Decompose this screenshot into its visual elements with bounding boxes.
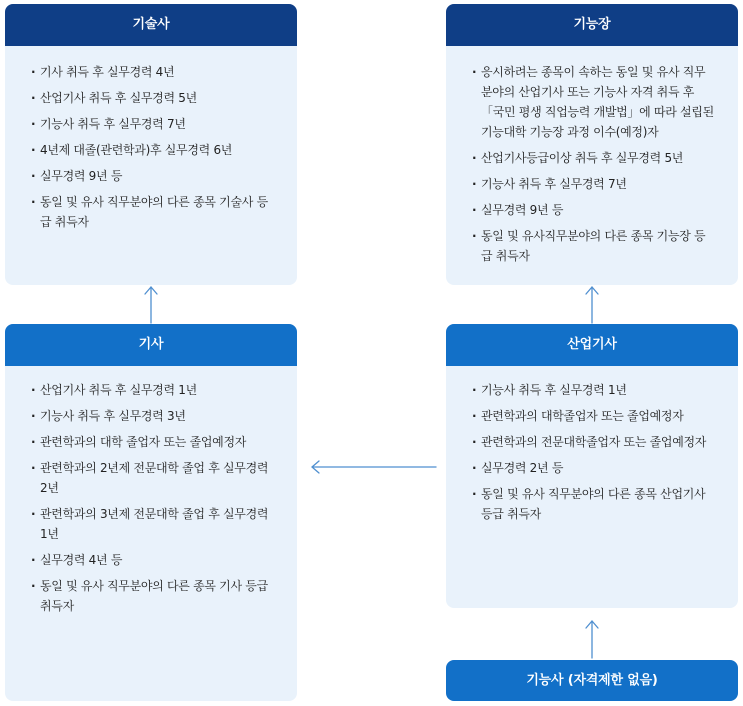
list-item: · 실무경력 2년 등 [472, 458, 716, 478]
arrow-left-sanupgisa-to-gisa-icon [312, 461, 436, 473]
card-gineungjang [446, 4, 738, 285]
card-gineungsa: 기능사 (자격제한 없음) [446, 660, 738, 701]
card-gisulsa [5, 4, 297, 285]
card-gisulsa-list [5, 46, 297, 232]
card-gineungjang-list [446, 46, 738, 266]
card-gisa [5, 324, 297, 701]
list-item: · 산업기사 취득 후 실무경력 1년 [31, 380, 275, 400]
list-item: · 관련학과의 2년제 전문대학 졸업 후 실무경력 2년 [31, 458, 275, 498]
list-item: · 관련학과의 대학졸업자 또는 졸업예정자 [472, 406, 716, 426]
list-item: · 기능사 취득 후 실무경력 7년 [31, 114, 275, 134]
list-item: · 실무경력 9년 등 [472, 200, 716, 220]
list-item: · 동일 및 유사 직무분야의 다른 종목 산업기사 등급 취득자 [472, 484, 716, 524]
card-sanupgisa-title: 산업기사 [446, 324, 738, 366]
card-sanupgisa-list [446, 366, 738, 524]
list-item: · 기사 취득 후 실무경력 4년 [31, 62, 275, 82]
card-gineungjang-title: 기능장 [446, 4, 738, 46]
card-gisa-list [5, 366, 297, 616]
list-item: · 산업기사등급이상 취득 후 실무경력 5년 [472, 148, 716, 168]
list-item: · 4년제 대졸(관련학과)후 실무경력 6년 [31, 140, 275, 160]
arrow-up-gineungsa-to-sanupgisa-icon [586, 621, 598, 658]
card-sanupgisa [446, 324, 738, 608]
list-item: · 기능사 취득 후 실무경력 7년 [472, 174, 716, 194]
arrow-up-sanupgisa-to-gineungjang-icon [586, 287, 598, 323]
list-item: · 응시하려는 종목이 속하는 동일 및 유사 직무분야의 산업기사 또는 기능사 자격 취득 후 「국민 평생 직업능력 개발법」에 따라 설립된 기능대학 기능장 과정 이수(예정)자 [472, 62, 716, 142]
list-item: · 실무경력 4년 등 [31, 550, 275, 570]
card-gisa-title: 기사 [5, 324, 297, 366]
list-item: · 기능사 취득 후 실무경력 1년 [472, 380, 716, 400]
list-item: · 관련학과의 대학 졸업자 또는 졸업예정자 [31, 432, 275, 452]
card-gisulsa-title: 기술사 [5, 4, 297, 46]
list-item: · 관련학과의 3년제 전문대학 졸업 후 실무경력 1년 [31, 504, 275, 544]
list-item: · 산업기사 취득 후 실무경력 5년 [31, 88, 275, 108]
list-item: · 동일 및 유사직무분야의 다른 종목 기능장 등급 취득자 [472, 226, 716, 266]
list-item: · 관련학과의 전문대학졸업자 또는 졸업예정자 [472, 432, 716, 452]
list-item: · 동일 및 유사 직무분야의 다른 종목 기사 등급 취득자 [31, 576, 275, 616]
list-item: · 실무경력 9년 등 [31, 166, 275, 186]
arrow-up-gisa-to-gisulsa-icon [145, 287, 157, 323]
list-item: · 기능사 취득 후 실무경력 3년 [31, 406, 275, 426]
list-item: · 동일 및 유사 직무분야의 다른 종목 기술사 등급 취득자 [31, 192, 275, 232]
